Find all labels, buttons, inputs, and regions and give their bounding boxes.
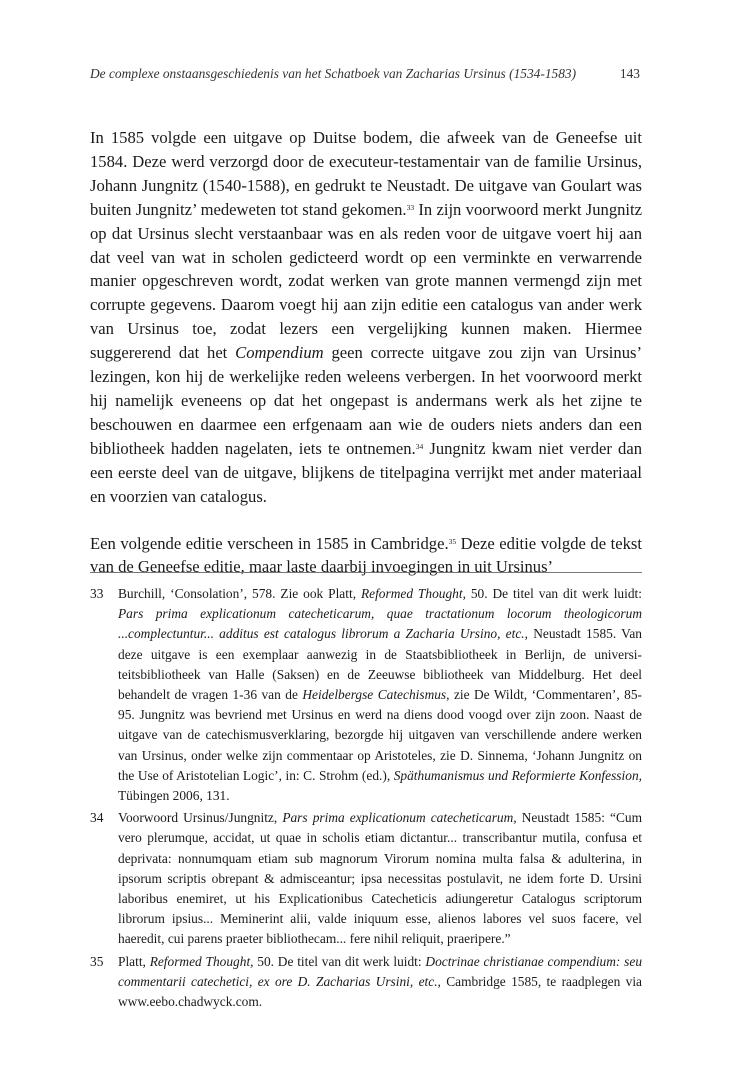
page-number: 143 [619,66,640,81]
footnote-italic: Pars prima explicationum catecheticarum, quae tractationum locorum theologicorum ...complectuntur... additus est catalogus librorum a Zacharia Ursino, etc., [118,606,642,642]
p1-italic-compendium: Compendium [235,343,324,363]
footnote-text: Neustadt 1585. Van deze uitgave is een exemplaar aanwezig in de Staatsbibliotheek in Berlijn, de universiteitsbibliotheek van Halle (Saksen) en de Zeeuwse bibliotheek van Middelburg. Het deel behandelt de vragen 1-36 van de [118,626,642,703]
footnote-ref-35[interactable]: 35 [448,536,457,546]
paragraph-1 [90,126,642,509]
footnote-number: 33 [90,586,104,601]
p2-text-a: Een volgende editie verscheen in 1585 in Cambridge. [90,533,449,553]
footnote-ref-33[interactable]: 33 [406,202,415,212]
footnote-italic: Pars prima explicationum catecheticarum, [282,810,517,826]
footnote-italic: Reformed Thought, [360,586,466,601]
footnote-italic: Späthumanismus und Reformierte Konfession, [393,767,642,783]
footnote-text: Platt, [118,953,150,969]
footnote-italic: Reformed Thought, [149,953,254,969]
footnote-text: Neustadt 1585: “Cum vero plerumque, accidat, ut quae in scholis etiam dictantur... transcribantur mutila, confusa et deprivata: nonnumquam etiam sub magnorum Virorum nomina multa falsa & adulterina, in ipsorum scriptis obrepant & admisceantur; ipsa necessitas postulavit, ne idem forte D. Ursini laboribus enemiret, ut his Explicationibus Catecheticis adiungeretur Catalogus scriptorum librorum ipsius... Meminerint alii, valde iniquum esse, alienos labores vel suos facere, vel haeredit, cui parens praeter bibliothecam... fere nihil reliquit, praeripere.” [118,810,642,947]
footnote-number: 35 [90,953,104,969]
footnote-33 [90,584,642,806]
footnote-text: Cambridge 1585, te raadplegen via www.eebo.chadwyck.com. [118,973,643,1010]
running-title: De complexe onstaansgeschiedenis van het Schatboek van Zacharias Ursinus (1534-1583) [90,66,577,81]
footnotes [90,584,642,1014]
footnote-italic: Heidelbergse Catechismus, [302,687,450,703]
footnote-ref-34[interactable]: 34 [415,441,424,451]
footnote-text: 50. De titel van dit werk luidt: [465,586,642,601]
footnote-text: Tübingen 2006, 131. [118,788,230,804]
main-text [90,126,642,579]
footnote-number: 34 [90,810,104,826]
p1-text-d: Jungnitz kwam niet verder dan een eerste deel van de uitgave, blijkens de titelpagina verrijkt met ander materiaal en voorzien van catalogus. [90,438,643,506]
footnote-text: Voorwoord Ursinus/Jungnitz, [118,810,283,826]
footnote-text: 50. De titel van dit werk luidt: [253,953,426,969]
footnote-italic: Doctrinae christianae compendium: seu commentarii catechetici, ex ore D. Zacharias Ursini, etc., [118,953,643,989]
footnote-34 [90,808,642,949]
footnote-text: zie De Wildt, ‘Commentaren’, 85-95. Jungnitz was bevriend met Ursinus en werd na diens dood voogd over zijn zoon. Naast de uitgave van de catechismusverklaring, bezorgde hij uitgaven van verschillende andere werken van Ursinus, onder welke zijn commentaar op Aristoteles, zie D. Sinnema, ‘Johann Jungnitz on the Use of Aristotelian Logic’, in: C. Strohm (ed.), [118,687,643,783]
p1-text-a: In 1585 volgde een uitgave op Duitse bodem, die afweek van de Geneefse uit 1584. Deze werd verzorgd door de executeur-testamentair van de familie Ursinus, Johann Jungnitz (1540-1588), en gedrukt te Neustadt. De uitgave van Goulart was buiten Jungnitz’ medeweten tot stand gekomen. [90,128,642,219]
footnote-text: Burchill, ‘Consolation’, 578. Zie ook Platt, [118,586,361,601]
p1-text-c: geen correcte uitgave zou zijn van Ursinus’ lezingen, kon hij de werkelijke reden weleens verbergen. In het voorwoord merkt hij namelijk eveneens op dat het ongepast is andermans werk als het zijne te beschouwen en daarmee een erfgenaam aan wie de ouders niets anders dan een bibliotheek hadden nagelaten, iets te ontnemen. [90,343,642,458]
p1-text-b: In zijn voorwoord merkt Jungnitz op dat Ursinus slecht verstaanbaar was en als reden voor de uitgave voert hij aan dat veel van wat in scholen gedicteerd wordt op een verminkte en verwarrende manier opgeschreven wordt, zodat werken van grote mannen vermengd zijn met corrupte gegevens. Daarom voegt hij aan zijn editie een catalogus van ander werk van Ursinus toe, zodat lezers een vergelijking kunnen maken. Hiermee suggererend dat het [90,199,642,363]
footnote-divider [90,572,642,573]
running-header [90,66,640,82]
p2-text-b: Deze editie volgde de tekst van de Geneefse editie, maar laste daarbij invoegingen in uit Ursinus’ [90,533,642,577]
footnote-35 [90,952,642,1013]
